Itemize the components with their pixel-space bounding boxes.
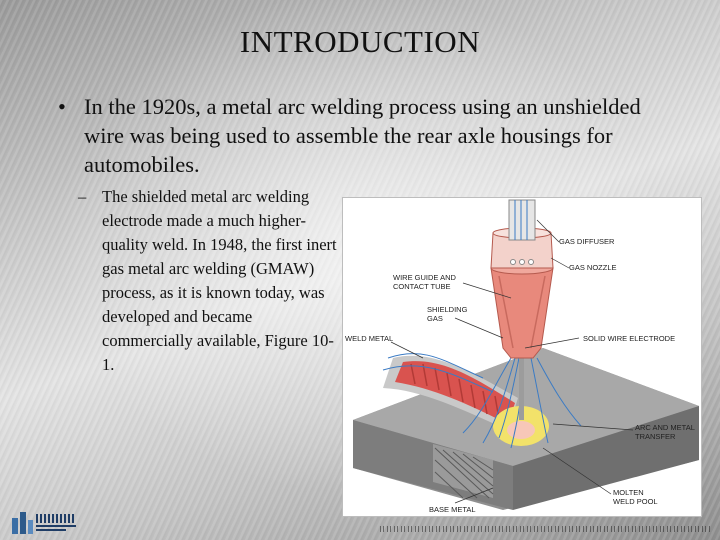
label-solid-wire: SOLID WIRE ELECTRODE — [583, 334, 676, 343]
label-gas-nozzle: GAS NOZZLE — [569, 263, 617, 272]
label-arc-transfer-2: TRANSFER — [635, 432, 676, 441]
gmaw-diagram-figure — [342, 197, 702, 517]
sub-bullet-symbol: – — [78, 187, 87, 206]
label-shielding-1: SHIELDING — [427, 305, 468, 314]
building-logo-icon — [12, 508, 84, 534]
sub-bullet-item — [78, 185, 340, 377]
footer-strip — [380, 526, 710, 532]
gas-nozzle — [491, 228, 553, 358]
bullet-symbol: • — [58, 94, 66, 119]
slide-title: INTRODUCTION — [239, 24, 481, 59]
label-wire-guide-2: CONTACT TUBE — [393, 282, 451, 291]
label-wire-guide-1: WIRE GUIDE AND — [393, 273, 456, 282]
label-molten-2: WELD POOL — [613, 497, 658, 506]
label-shielding-2: GAS — [427, 314, 443, 323]
sub-bullet-text: The shielded metal arc welding electrode made a much higher-quality weld. In 1948, the first inert gas metal arc welding (GMAW) process, as it is known today, was developed and became commercially available, Figure 10-1. — [102, 187, 337, 374]
gmaw-diagram — [343, 198, 701, 516]
bullet-text: In the 1920s, a metal arc welding process using an unshielded wire was being used to assemble the rear axle housings for automobiles. — [84, 94, 641, 177]
label-base-metal: BASE METAL — [429, 505, 476, 514]
label-weld-metal: WELD METAL — [345, 334, 394, 343]
label-gas-diffuser: GAS DIFFUSER — [559, 237, 615, 246]
bullet-item — [58, 92, 658, 179]
label-molten-1: MOLTEN — [613, 488, 644, 497]
label-arc-transfer-1: ARC AND METAL — [635, 423, 695, 432]
